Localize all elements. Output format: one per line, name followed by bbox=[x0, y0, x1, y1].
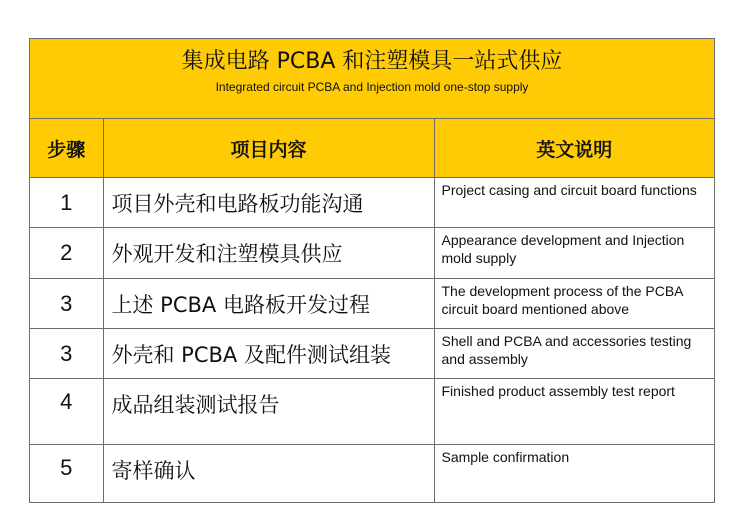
table-row bbox=[30, 379, 714, 445]
table-row bbox=[30, 178, 714, 228]
process-table bbox=[30, 119, 714, 502]
step-cell: 3 bbox=[30, 329, 103, 379]
content-cell: 项目外壳和电路板功能沟通 bbox=[103, 178, 434, 228]
supply-table-sheet bbox=[29, 38, 715, 503]
content-cell: 成品组装测试报告 bbox=[103, 379, 434, 445]
content-cell: 外壳和 PCBA 及配件测试组装 bbox=[103, 329, 434, 379]
english-cell: Finished product assembly test report bbox=[434, 379, 714, 445]
title-banner bbox=[30, 39, 714, 119]
step-cell: 2 bbox=[30, 228, 103, 279]
step-cell: 4 bbox=[30, 379, 103, 445]
table-row bbox=[30, 329, 714, 379]
english-cell: The development process of the PCBA circuit board mentioned above bbox=[434, 279, 714, 329]
content-cell: 上述 PCBA 电路板开发过程 bbox=[103, 279, 434, 329]
content-cell: 外观开发和注塑模具供应 bbox=[103, 228, 434, 279]
step-cell: 1 bbox=[30, 178, 103, 228]
header-step: 步骤 bbox=[30, 119, 103, 178]
content-cell: 寄样确认 bbox=[103, 445, 434, 503]
english-cell: Project casing and circuit board functions bbox=[434, 178, 714, 228]
title-english: Integrated circuit PCBA and Injection mold one-stop supply bbox=[215, 80, 529, 94]
english-cell: Appearance development and Injection mold supply bbox=[434, 228, 714, 279]
step-cell: 5 bbox=[30, 445, 103, 503]
header-english: 英文说明 bbox=[434, 119, 714, 178]
english-cell: Sample confirmation bbox=[434, 445, 714, 503]
english-cell: Shell and PCBA and accessories testing and assembly bbox=[434, 329, 714, 379]
header-content: 项目内容 bbox=[103, 119, 434, 178]
step-cell: 3 bbox=[30, 279, 103, 329]
title-chinese: 集成电路 PCBA 和注塑模具一站式供应 bbox=[181, 49, 563, 74]
table-row bbox=[30, 279, 714, 329]
table-row bbox=[30, 445, 714, 503]
table-header-row bbox=[30, 119, 714, 178]
table-row bbox=[30, 228, 714, 279]
